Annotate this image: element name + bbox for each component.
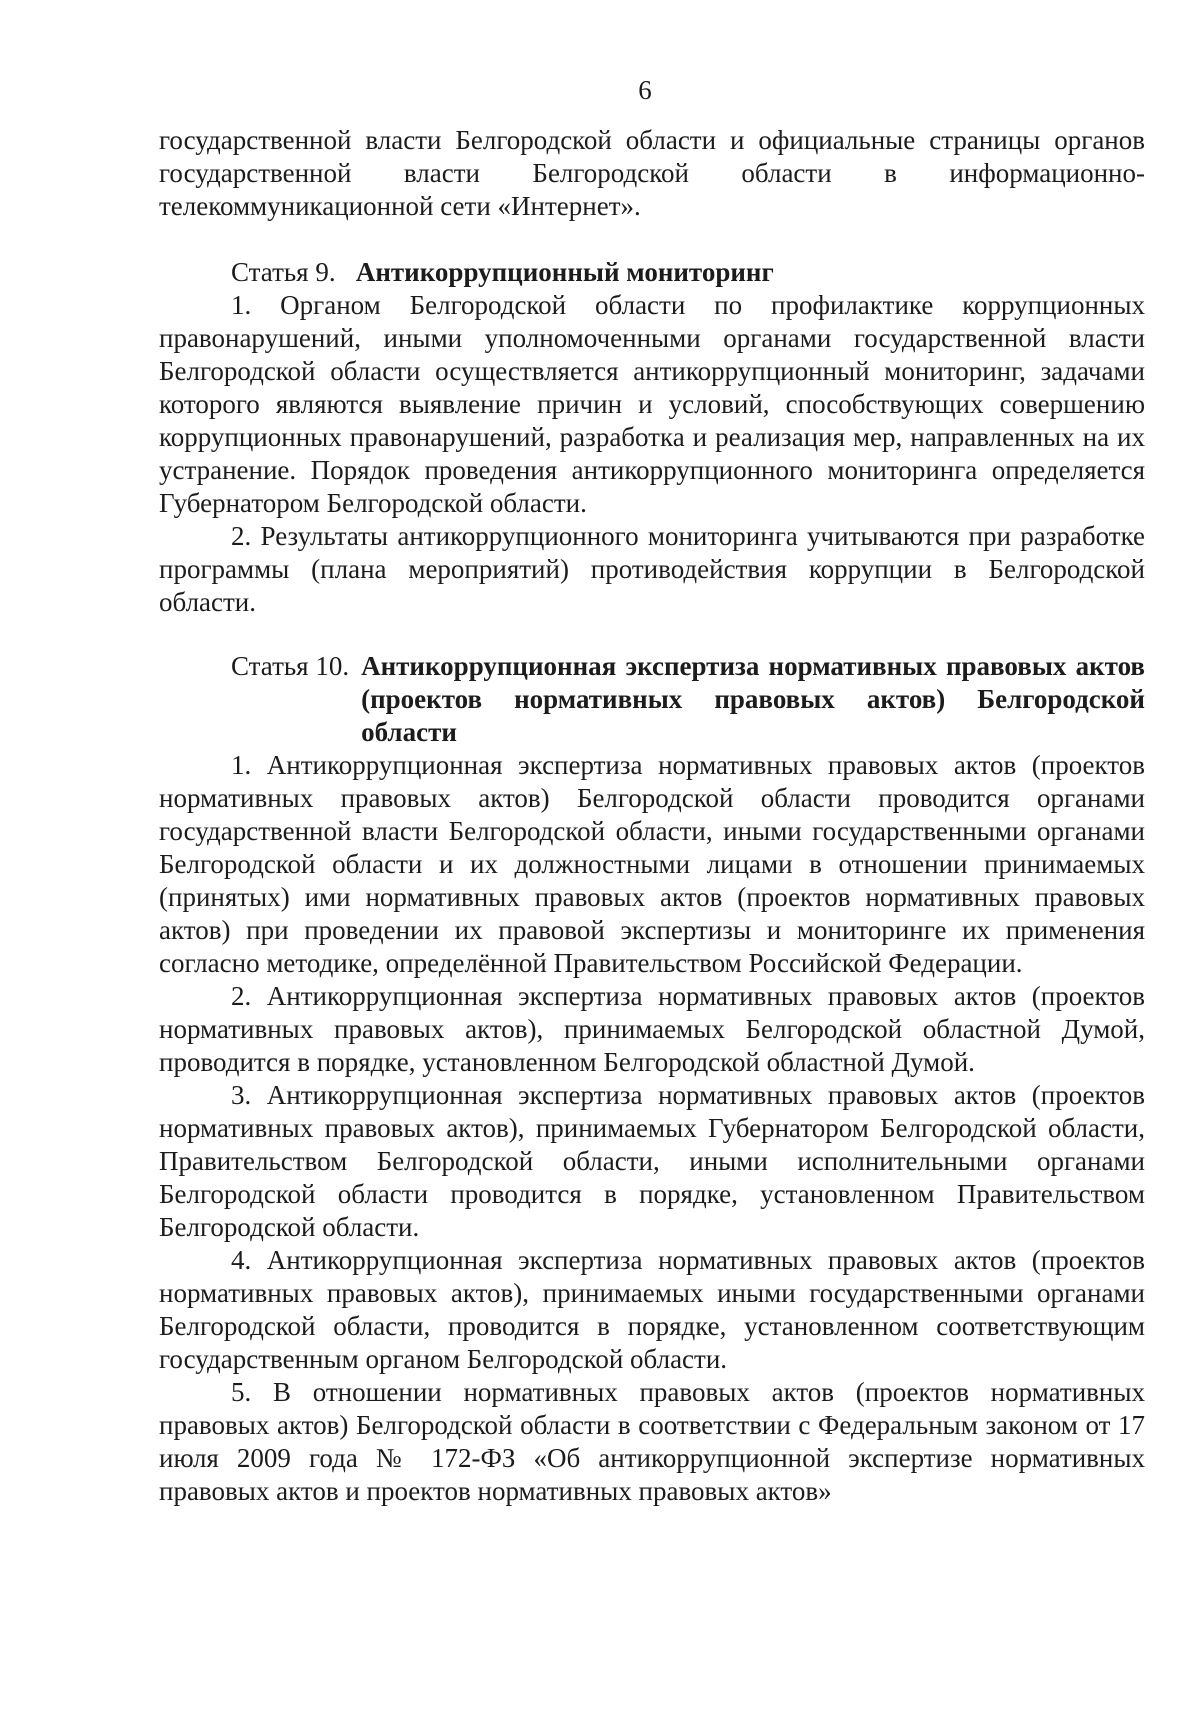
intro-paragraph: государственной власти Белгородской области и официальные страницы органов государственной власти Белгородской области в информационно-телекоммуникационной сети «Интернет». [159, 125, 1145, 221]
article-10-paragraph-4: 4. Антикоррупционная экспертиза нормативных правовых актов (проектов нормативных правовых актов), принимаемых иными государственными органами Белгородской области, проводится в порядке, установленном соответствующим государственным органом Белгородской области. [159, 1245, 1145, 1374]
article-10-paragraph-5: 5. В отношении нормативных правовых актов (проектов нормативных правовых актов) Белгородской области в соответствии с Федеральным законом от 17 июля 2009 года № 172-ФЗ «Об антикоррупционной экспертизе нормативных правовых актов и проектов нормативных правовых актов» [159, 1377, 1145, 1506]
article-10-title: Антикоррупционная экспертиза нормативных правовых актов (проектов нормативных правовых актов) Белгородской области [361, 651, 1145, 747]
article-10-label: Статья 10. [231, 651, 350, 681]
article-10-paragraph-2: 2. Антикоррупционная экспертиза нормативных правовых актов (проектов нормативных правовых актов), принимаемых Белгородской областной Думой, проводится в порядке, установленном Белгородской областной Думой. [159, 981, 1145, 1077]
article-9-paragraph-2: 2. Результаты антикоррупционного мониторинга учитываются при разработке программы (плана мероприятий) противодействия коррупции в Белгородской области. [159, 521, 1145, 617]
article-10-heading [159, 650, 1145, 749]
article-9-paragraph-1: 1. Органом Белгородской области по профилактике коррупционных правонарушений, иными уполномоченными органами государственной власти Белгородской области осуществляется антикоррупционный мониторинг, задачами которого являются выявление причин и условий, способствующих совершению коррупционных правонарушений, разработка и реализация мер, направленных на их устранение. Порядок проведения антикоррупционного мониторинга определяется Губернатором Белгородской области. [159, 290, 1145, 518]
article-10-paragraph-3: 3. Антикоррупционная экспертиза нормативных правовых актов (проектов нормативных правовых актов), принимаемых Губернатором Белгородской области, Правительством Белгородской области, иными исполнительными органами Белгородской области проводится в порядке, установленном Правительством Белгородской области. [159, 1080, 1145, 1242]
page-number: 6 [638, 75, 652, 105]
article-10 [159, 650, 1145, 1508]
article-9 [159, 256, 1145, 619]
article-9-heading [159, 256, 1145, 289]
intro-block [159, 124, 1145, 223]
article-10-paragraph-1: 1. Антикоррупционная экспертиза нормативных правовых актов (проектов нормативных правовых актов) Белгородской области проводится органами государственной власти Белгородской области, иными государственными органами Белгородской области и их должностными лицами в отношении принимаемых (принятых) ими нормативных правовых актов (проектов нормативных правовых актов) при проведении их правовой экспертизы и мониторинге их применения согласно методике, определённой Правительством Российской Федерации. [159, 750, 1145, 978]
article-9-label: Статья 9. [231, 257, 336, 287]
article-9-title: Антикоррупционный мониторинг [355, 257, 774, 287]
